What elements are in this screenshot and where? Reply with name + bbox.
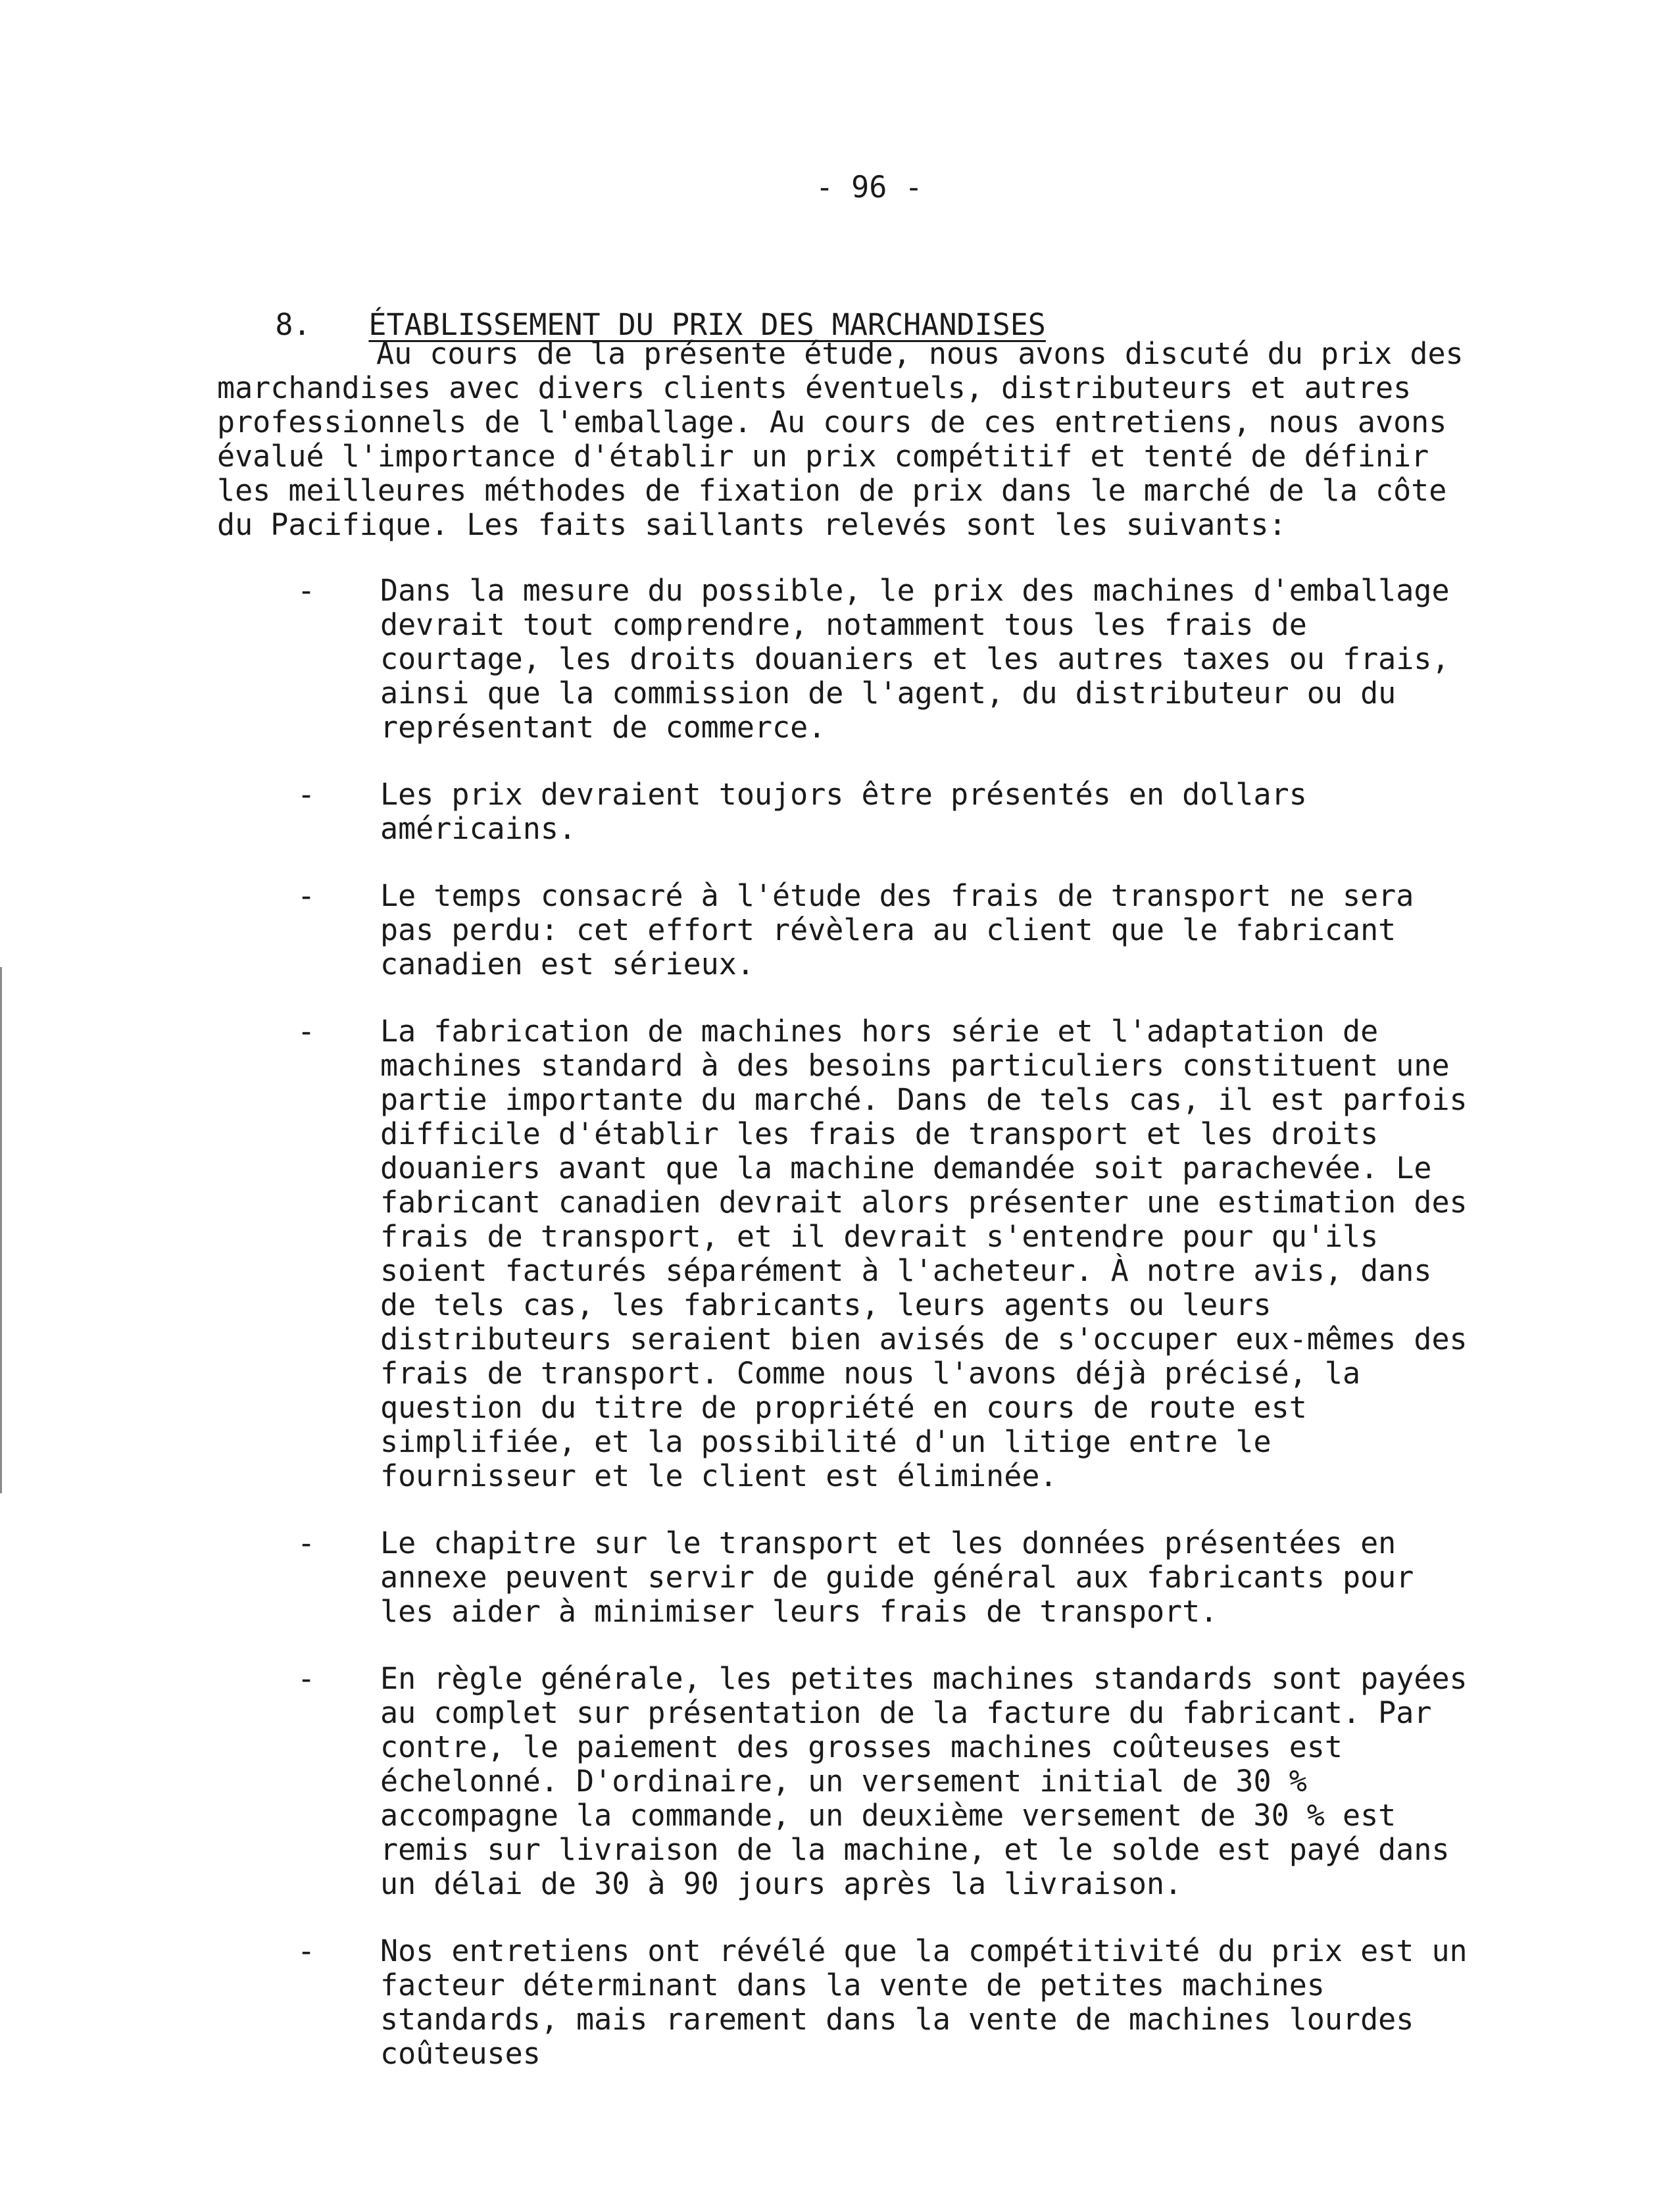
bullet-text: Nos entretiens ont révélé que la compétitivité du prix est un facteur déterminant dans la vente de petites machines standards, mais rarement dans la vente de machines lourdes coûteuses: [380, 1933, 1468, 2071]
section-title: ÉTABLISSEMENT DU PRIX DES MARCHANDISES: [368, 307, 1046, 342]
intro-paragraph: Au cours de la présente étude, nous avons discuté du prix des marchandises avec divers clients éventuels, distributeurs et autres professionnels de l'emballage. Au cours de ces entretiens, nous avons évalué l'importance d'établir un prix compétitif et tenté de définir les meilleures méthodes de fixation de prix dans le marché de la côte du Pacifique. Les faits saillants relevés sont les suivants:: [217, 336, 1464, 542]
bullet-dash: -: [297, 1014, 316, 1049]
bullet-item-3: [297, 879, 1475, 982]
bullet-dash: -: [297, 1661, 316, 1696]
bullet-dash: -: [297, 878, 316, 913]
bullet-item-1: [297, 574, 1475, 745]
bullet-dash: -: [297, 1526, 316, 1560]
bullet-item-6: [297, 1662, 1475, 1901]
page-number: - 96 -: [816, 170, 923, 205]
bullet-dash: -: [297, 573, 316, 608]
bullet-dash: -: [297, 1933, 316, 1968]
bullet-text: En règle générale, les petites machines standards sont payées au complet sur présentation de la facture du fabricant. Par contre, le paiement des grosses machines coûteuses est échelonné. D'ordinaire, un versement initial de 30 % accompagne la commande, un deuxième versement de 30 % est remis sur livraison de la machine, et le solde est payé dans un délai de 30 à 90 jours après la livraison.: [380, 1661, 1468, 1901]
bullet-text: Le temps consacré à l'étude des frais de transport ne sera pas perdu: cet effort révèlera au client que le fabricant canadien est sérieux.: [380, 878, 1414, 982]
bullet-text: La fabrication de machines hors série et l'adaptation de machines standard à des besoins particuliers constituent une partie importante du marché. Dans de tels cas, il est parfois difficile d'établir les frais de transport et les droits douaniers avant que la machine demandée soit parachevée. Le fabricant canadien devrait alors présenter une estimation des frais de transport, et il devrait s'entendre pour qu'ils soient facturés séparément à l'acheteur. À notre avis, dans de tels cas, les fabricants, leurs agents ou leurs distributeurs seraient bien avisés de s'occuper eux-mêmes des frais de transport. Comme nous l'avons déjà précisé, la question du titre de propriété en cours de route est simplifiée, et la possibilité d'un litige entre le fournisseur et le client est éliminée.: [380, 1014, 1468, 1493]
bullet-item-2: [297, 778, 1475, 846]
bullet-dash: -: [297, 777, 316, 812]
scan-margin-line: [0, 967, 2, 1493]
bullet-item-4: [297, 1014, 1475, 1493]
bullet-text: Les prix devraient toujors être présentés en dollars américains.: [380, 777, 1307, 846]
bullet-item-7: [297, 1934, 1475, 2071]
bullet-text: Dans la mesure du possible, le prix des machines d'emballage devrait tout comprendre, notamment tous les frais de courtage, les droits douaniers et les autres taxes ou frais, ainsi que la commission de l'agent, du distributeur ou du représentant de commerce.: [380, 573, 1450, 745]
bullet-item-5: [297, 1526, 1475, 1629]
bullet-list: [297, 574, 1475, 2104]
bullet-text: Le chapitre sur le transport et les données présentées en annexe peuvent servir de guide général aux fabricants pour les aider à minimiser leurs frais de transport.: [380, 1526, 1414, 1629]
section-number: 8.: [275, 307, 311, 342]
